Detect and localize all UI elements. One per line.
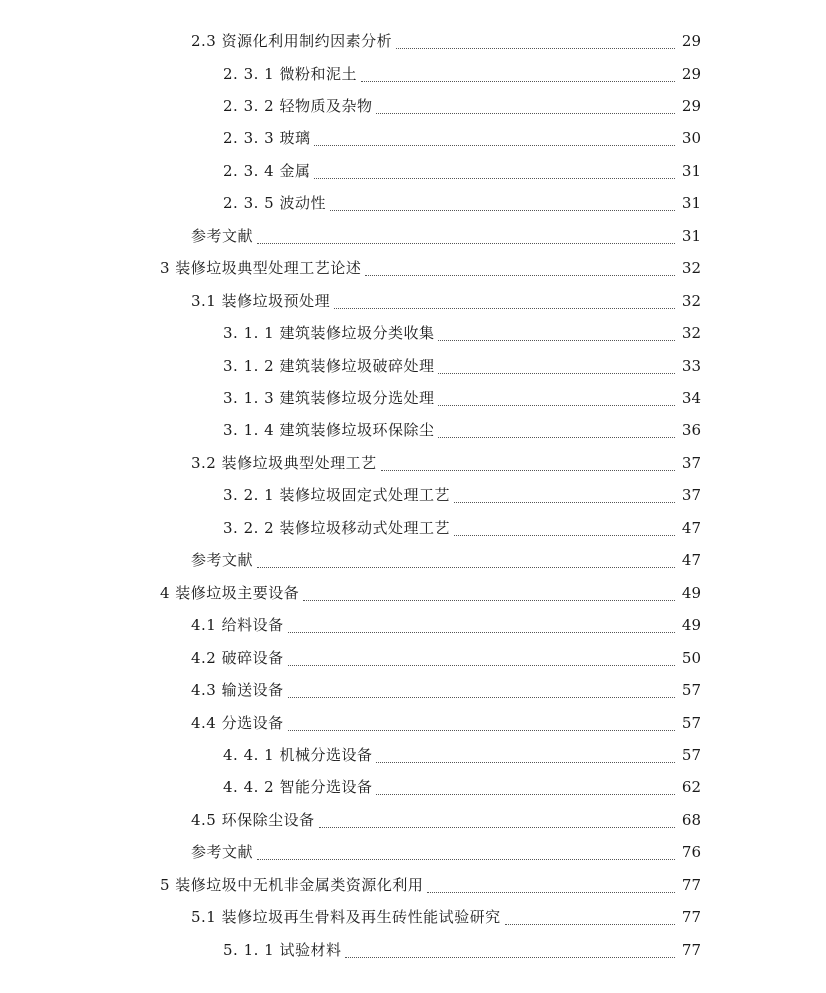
toc-entry-title: 4. 4. 1 机械分选设备 xyxy=(223,745,373,764)
dot-leader xyxy=(376,113,675,114)
toc-entry[interactable] xyxy=(223,351,701,381)
toc-entry-title: 3. 1. 3 建筑装修垃圾分选处理 xyxy=(223,389,435,407)
toc-entry[interactable] xyxy=(191,643,701,673)
toc-entry-page-number: 76 xyxy=(681,843,701,862)
dot-leader xyxy=(334,308,675,309)
toc-entry-title: 3. 1. 2 建筑装修垃圾破碎处理 xyxy=(223,356,435,375)
toc-entry-title: 4.5 环保除尘设备 xyxy=(191,810,315,829)
toc-entry-title: 4.1 给料设备 xyxy=(191,616,284,635)
dot-leader xyxy=(438,373,675,374)
toc-entry-page-number: 50 xyxy=(681,648,701,667)
toc-entry[interactable] xyxy=(191,221,701,251)
dot-leader xyxy=(376,762,675,763)
dot-leader xyxy=(505,924,675,925)
toc-entry-title: 参考文献 xyxy=(191,551,254,570)
toc-entry[interactable] xyxy=(160,578,701,608)
toc-entry[interactable] xyxy=(191,805,701,835)
toc-entry[interactable] xyxy=(223,91,701,121)
dot-leader xyxy=(288,665,675,666)
dot-leader xyxy=(376,794,675,795)
toc-entry-title: 5. 1. 1 试验材料 xyxy=(223,940,342,959)
dot-leader xyxy=(381,470,675,471)
dot-leader xyxy=(257,567,675,568)
toc-entry[interactable] xyxy=(191,708,701,738)
toc-entry[interactable] xyxy=(223,123,701,153)
dot-leader xyxy=(303,600,675,601)
toc-entry-title: 3 装修垃圾典型处理工艺论述 xyxy=(160,259,362,278)
dot-leader xyxy=(257,859,675,860)
toc-entry-title: 4.4 分选设备 xyxy=(191,713,284,732)
toc-entry-page-number: 37 xyxy=(681,486,701,505)
dot-leader xyxy=(438,405,675,406)
toc-entry-page-number: 37 xyxy=(681,453,701,472)
dot-leader xyxy=(288,730,675,731)
toc-entry[interactable] xyxy=(191,448,701,478)
toc-entry[interactable] xyxy=(223,383,701,413)
dot-leader xyxy=(454,502,675,503)
toc-entry-page-number: 31 xyxy=(681,226,701,245)
toc-entry-page-number: 62 xyxy=(681,778,701,797)
toc-entry[interactable] xyxy=(223,318,701,348)
toc-entry-page-number: 57 xyxy=(681,713,701,732)
toc-entry-page-number: 34 xyxy=(681,389,701,407)
toc-entry[interactable] xyxy=(223,772,701,802)
toc-entry-title: 4.3 输送设备 xyxy=(191,681,284,699)
toc-entry-title: 3. 2. 2 装修垃圾移动式处理工艺 xyxy=(223,518,450,537)
toc-entry-page-number: 68 xyxy=(681,810,701,829)
toc-entry-title: 5.1 装修垃圾再生骨料及再生砖性能试验研究 xyxy=(191,908,501,927)
toc-entry-title: 2. 3. 4 金属 xyxy=(223,161,311,180)
toc-entry[interactable] xyxy=(191,545,701,575)
toc-entry-page-number: 29 xyxy=(681,64,701,83)
toc-entry[interactable] xyxy=(223,740,701,770)
toc-entry-page-number: 32 xyxy=(681,291,701,310)
toc-entry-page-number: 31 xyxy=(681,194,701,213)
dot-leader xyxy=(361,81,675,82)
toc-entry-title: 2. 3. 3 玻璃 xyxy=(223,129,311,148)
toc-entry[interactable] xyxy=(223,513,701,543)
toc-entry-page-number: 36 xyxy=(681,421,701,440)
toc-entry[interactable] xyxy=(160,253,701,283)
toc-entry-title: 4.2 破碎设备 xyxy=(191,648,284,667)
dot-leader xyxy=(314,178,675,179)
dot-leader xyxy=(438,340,675,341)
toc-entry-page-number: 32 xyxy=(681,259,701,278)
toc-entry-title: 3. 2. 1 装修垃圾固定式处理工艺 xyxy=(223,486,450,505)
toc-entry-title: 2.3 资源化利用制约因素分析 xyxy=(191,32,393,50)
dot-leader xyxy=(257,243,675,244)
toc-entry-page-number: 47 xyxy=(681,551,701,570)
toc-entry-title: 4 装修垃圾主要设备 xyxy=(160,583,300,602)
toc-entry[interactable] xyxy=(191,286,701,316)
toc-entry-title: 3. 1. 4 建筑装修垃圾环保除尘 xyxy=(223,421,435,440)
toc-entry-page-number: 57 xyxy=(681,681,701,699)
dot-leader xyxy=(365,275,675,276)
toc-entry-page-number: 77 xyxy=(681,940,701,959)
toc-entry-title: 参考文献 xyxy=(191,226,254,245)
toc-entry[interactable] xyxy=(223,59,701,89)
toc-entry-page-number: 29 xyxy=(681,32,701,50)
dot-leader xyxy=(454,535,675,536)
toc-entry-page-number: 49 xyxy=(681,616,701,635)
toc-entry[interactable] xyxy=(191,610,701,640)
toc-entry[interactable] xyxy=(191,675,701,705)
toc-entry-title: 2. 3. 2 轻物质及杂物 xyxy=(223,96,373,115)
toc-entry-title: 3.2 装修垃圾典型处理工艺 xyxy=(191,453,377,472)
toc-entry-title: 3.1 装修垃圾预处理 xyxy=(191,291,331,310)
toc-entry-page-number: 47 xyxy=(681,518,701,537)
toc-entry-page-number: 49 xyxy=(681,583,701,602)
toc-entry[interactable] xyxy=(223,188,701,218)
dot-leader xyxy=(396,48,675,49)
toc-entry-title: 5 装修垃圾中无机非金属类资源化利用 xyxy=(160,875,424,894)
toc-entry-title: 2. 3. 1 微粉和泥土 xyxy=(223,64,357,83)
dot-leader xyxy=(427,892,675,893)
toc-entry-title: 4. 4. 2 智能分选设备 xyxy=(223,778,373,797)
toc-entry-page-number: 33 xyxy=(681,356,701,375)
toc-entry-page-number: 57 xyxy=(681,745,701,764)
dot-leader xyxy=(330,210,675,211)
toc-entry[interactable] xyxy=(160,870,701,900)
toc-entry-title: 2. 3. 5 波动性 xyxy=(223,194,326,213)
toc-entry-title: 3. 1. 1 建筑装修垃圾分类收集 xyxy=(223,324,435,343)
toc-entry[interactable] xyxy=(191,26,701,56)
toc-entry-page-number: 77 xyxy=(681,908,701,927)
toc-entry[interactable] xyxy=(223,480,701,510)
toc-entry-page-number: 77 xyxy=(681,875,701,894)
toc-entry-page-number: 29 xyxy=(681,96,701,115)
toc-entry[interactable] xyxy=(223,935,701,965)
toc-entry-page-number: 31 xyxy=(681,161,701,180)
toc-entry[interactable] xyxy=(223,415,701,445)
toc-entry-page-number: 30 xyxy=(681,129,701,148)
dot-leader xyxy=(345,957,675,958)
dot-leader xyxy=(319,827,675,828)
toc-entry[interactable] xyxy=(191,837,701,867)
toc-entry-page-number: 32 xyxy=(681,324,701,343)
toc-entry[interactable] xyxy=(191,902,701,932)
dot-leader xyxy=(288,697,675,698)
dot-leader xyxy=(314,145,675,146)
dot-leader xyxy=(438,437,675,438)
toc-entry[interactable] xyxy=(223,156,701,186)
dot-leader xyxy=(288,632,675,633)
toc-entry-title: 参考文献 xyxy=(191,843,254,862)
